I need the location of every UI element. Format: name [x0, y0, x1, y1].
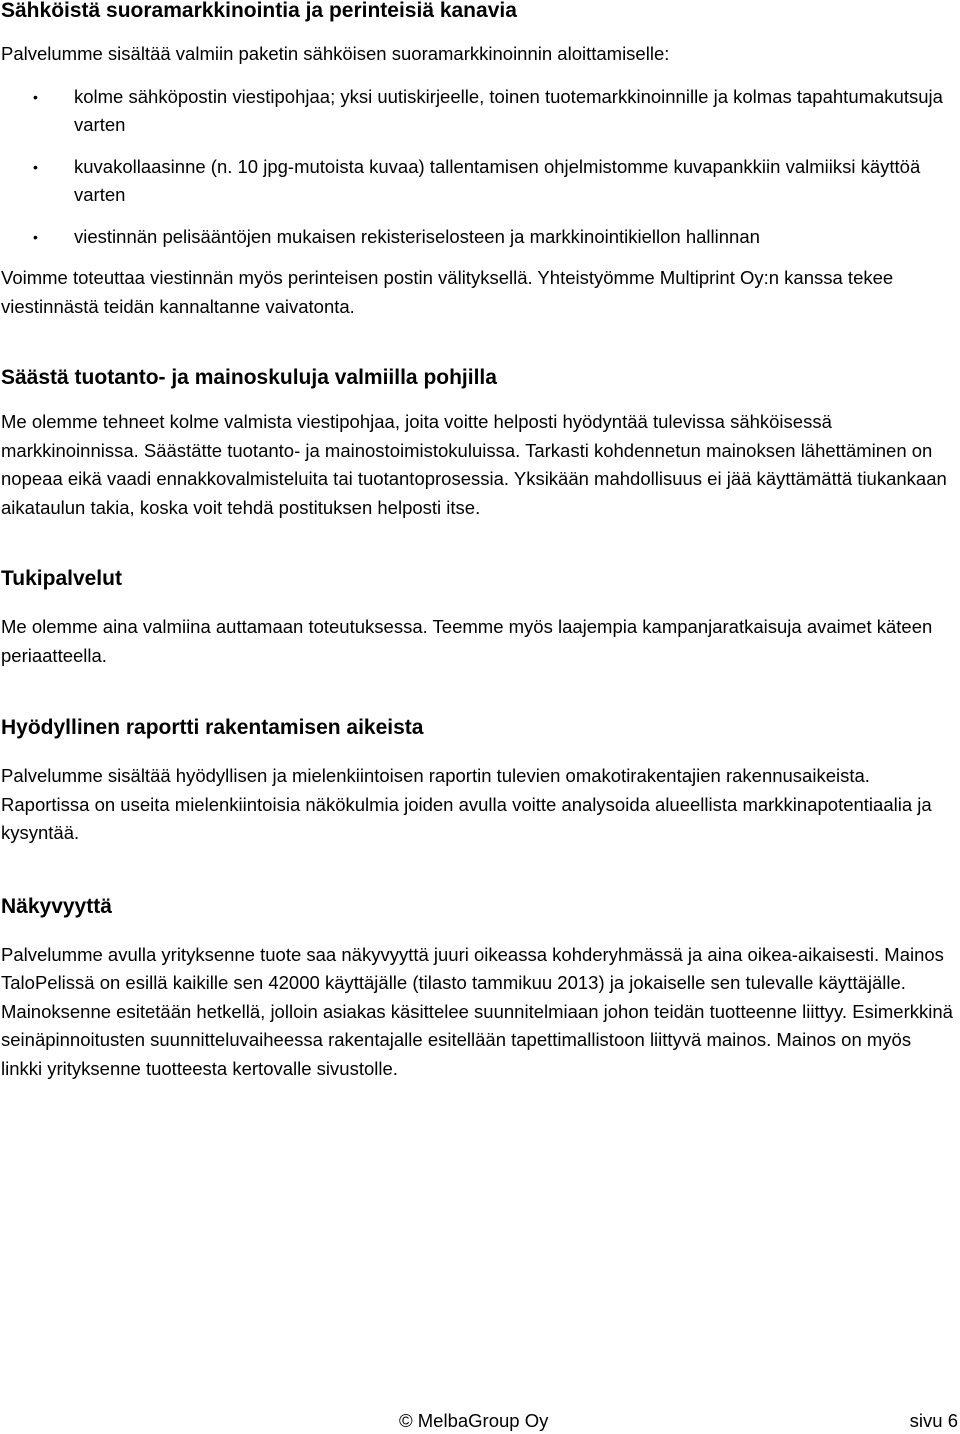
section-heading: Sähköistä suoramarkkinointia ja perinteisiä kanavia: [1, 0, 517, 22]
feature-list: [1, 83, 953, 252]
section-report: [1, 714, 953, 848]
section-heading: Säästä tuotanto- ja mainoskuluja valmiilla pohjilla: [1, 366, 497, 389]
section-heading: Hyödyllinen raportti rakentamisen aikeista: [1, 716, 424, 739]
page-footer: [0, 1408, 960, 1434]
section-body: Me olemme aina valmiina auttamaan toteutuksessa. Teemme myös laajempia kampanjaratkaisuja avaimet käteen periaatteella.: [1, 616, 933, 666]
page-content: [1, 0, 953, 1083]
section-body: Palvelumme avulla yrityksenne tuote saa näkyvyyttä juuri oikeassa kohderyhmässä ja aina oikea-aikaisesti. Mainos TaloPelissä on esillä kaikille sen 42000 käyttäjälle (tilasto tammikuu 2013) ja jokaiselle sen tulevalle käyttäjälle. Mainoksenne esitetään hetkellä, jolloin asiakas käsittelee suunnitelmiaan johon teidän tuotteenne liittyy. Esimerkkinä seinäpinnoitusten suunnitteluvaiheessa rakentajalle esitellään tapettimallistoon liittyvä mainos. Mainos on myös linkki yrityksenne tuotteesta kertovalle sivustolle.: [1, 943, 953, 1079]
section-direct-marketing: [1, 0, 953, 321]
list-item-text: kolme sähköpostin viestipohjaa; yksi uutiskirjeelle, toinen tuotemarkkinoinnille ja kolmas tapahtumakutsuja varten: [74, 85, 943, 135]
section-heading: Näkyvyyttä: [1, 894, 112, 918]
section-outro: Voimme toteuttaa viestinnän myös perinteisen postin välityksellä. Yhteistyömme Multiprint Oy:n kanssa tekee viestinnästä teidän kannaltanne vaivatonta.: [1, 267, 894, 317]
bullet-icon: •: [33, 228, 38, 245]
section-body: Palvelumme sisältää hyödyllisen ja mielenkiintoisen raportin tulevien omakotirakentajien rakennusaikeista. Raportissa on useita mielenkiintoisia näkökulmia joiden avulla voitte analysoida alueellista markkinapotentiaalia ja kysyntää.: [1, 765, 932, 843]
list-item: [1, 83, 953, 140]
list-item: [1, 153, 953, 210]
footer-page-number: sivu 6: [909, 1410, 958, 1431]
bullet-icon: •: [33, 88, 38, 105]
section-body: Me olemme tehneet kolme valmista viestipohjaa, joita voitte helposti hyödyntää tulevissa sähköisessä markkinoinnissa. Säästätte tuotanto- ja mainostoimistokuluissa. Tarkasti kohdennetun mainoksen lähettäminen on nopeaa eikä vaadi ennakkovalmisteluita tai tuotantoprosessia. Yksikään mahdollisuus ei jää käyttämättä tiukankaan aikataulun takia, koska voit tehdä postituksen helposti itse.: [1, 411, 947, 518]
footer-copyright: © MelbaGroup Oy: [399, 1410, 549, 1431]
section-intro: Palvelumme sisältää valmiin paketin sähköisen suoramarkkinoinnin aloittamiselle:: [1, 43, 670, 64]
bullet-icon: •: [33, 158, 38, 175]
section-heading: Tukipalvelut: [1, 567, 122, 590]
list-item-text: viestinnän pelisääntöjen mukaisen rekisteriselosteen ja markkinointikiellon hallinnan: [74, 225, 760, 247]
section-support-services: [1, 565, 953, 670]
list-item-text: kuvakollaasinne (n. 10 jpg-mutoista kuvaa) tallentamisen ohjelmistomme kuvapankkiin valmiiksi käyttöä varten: [74, 155, 921, 205]
section-cost-savings: [1, 364, 953, 522]
list-item: [1, 223, 953, 252]
section-visibility: [1, 893, 953, 1084]
